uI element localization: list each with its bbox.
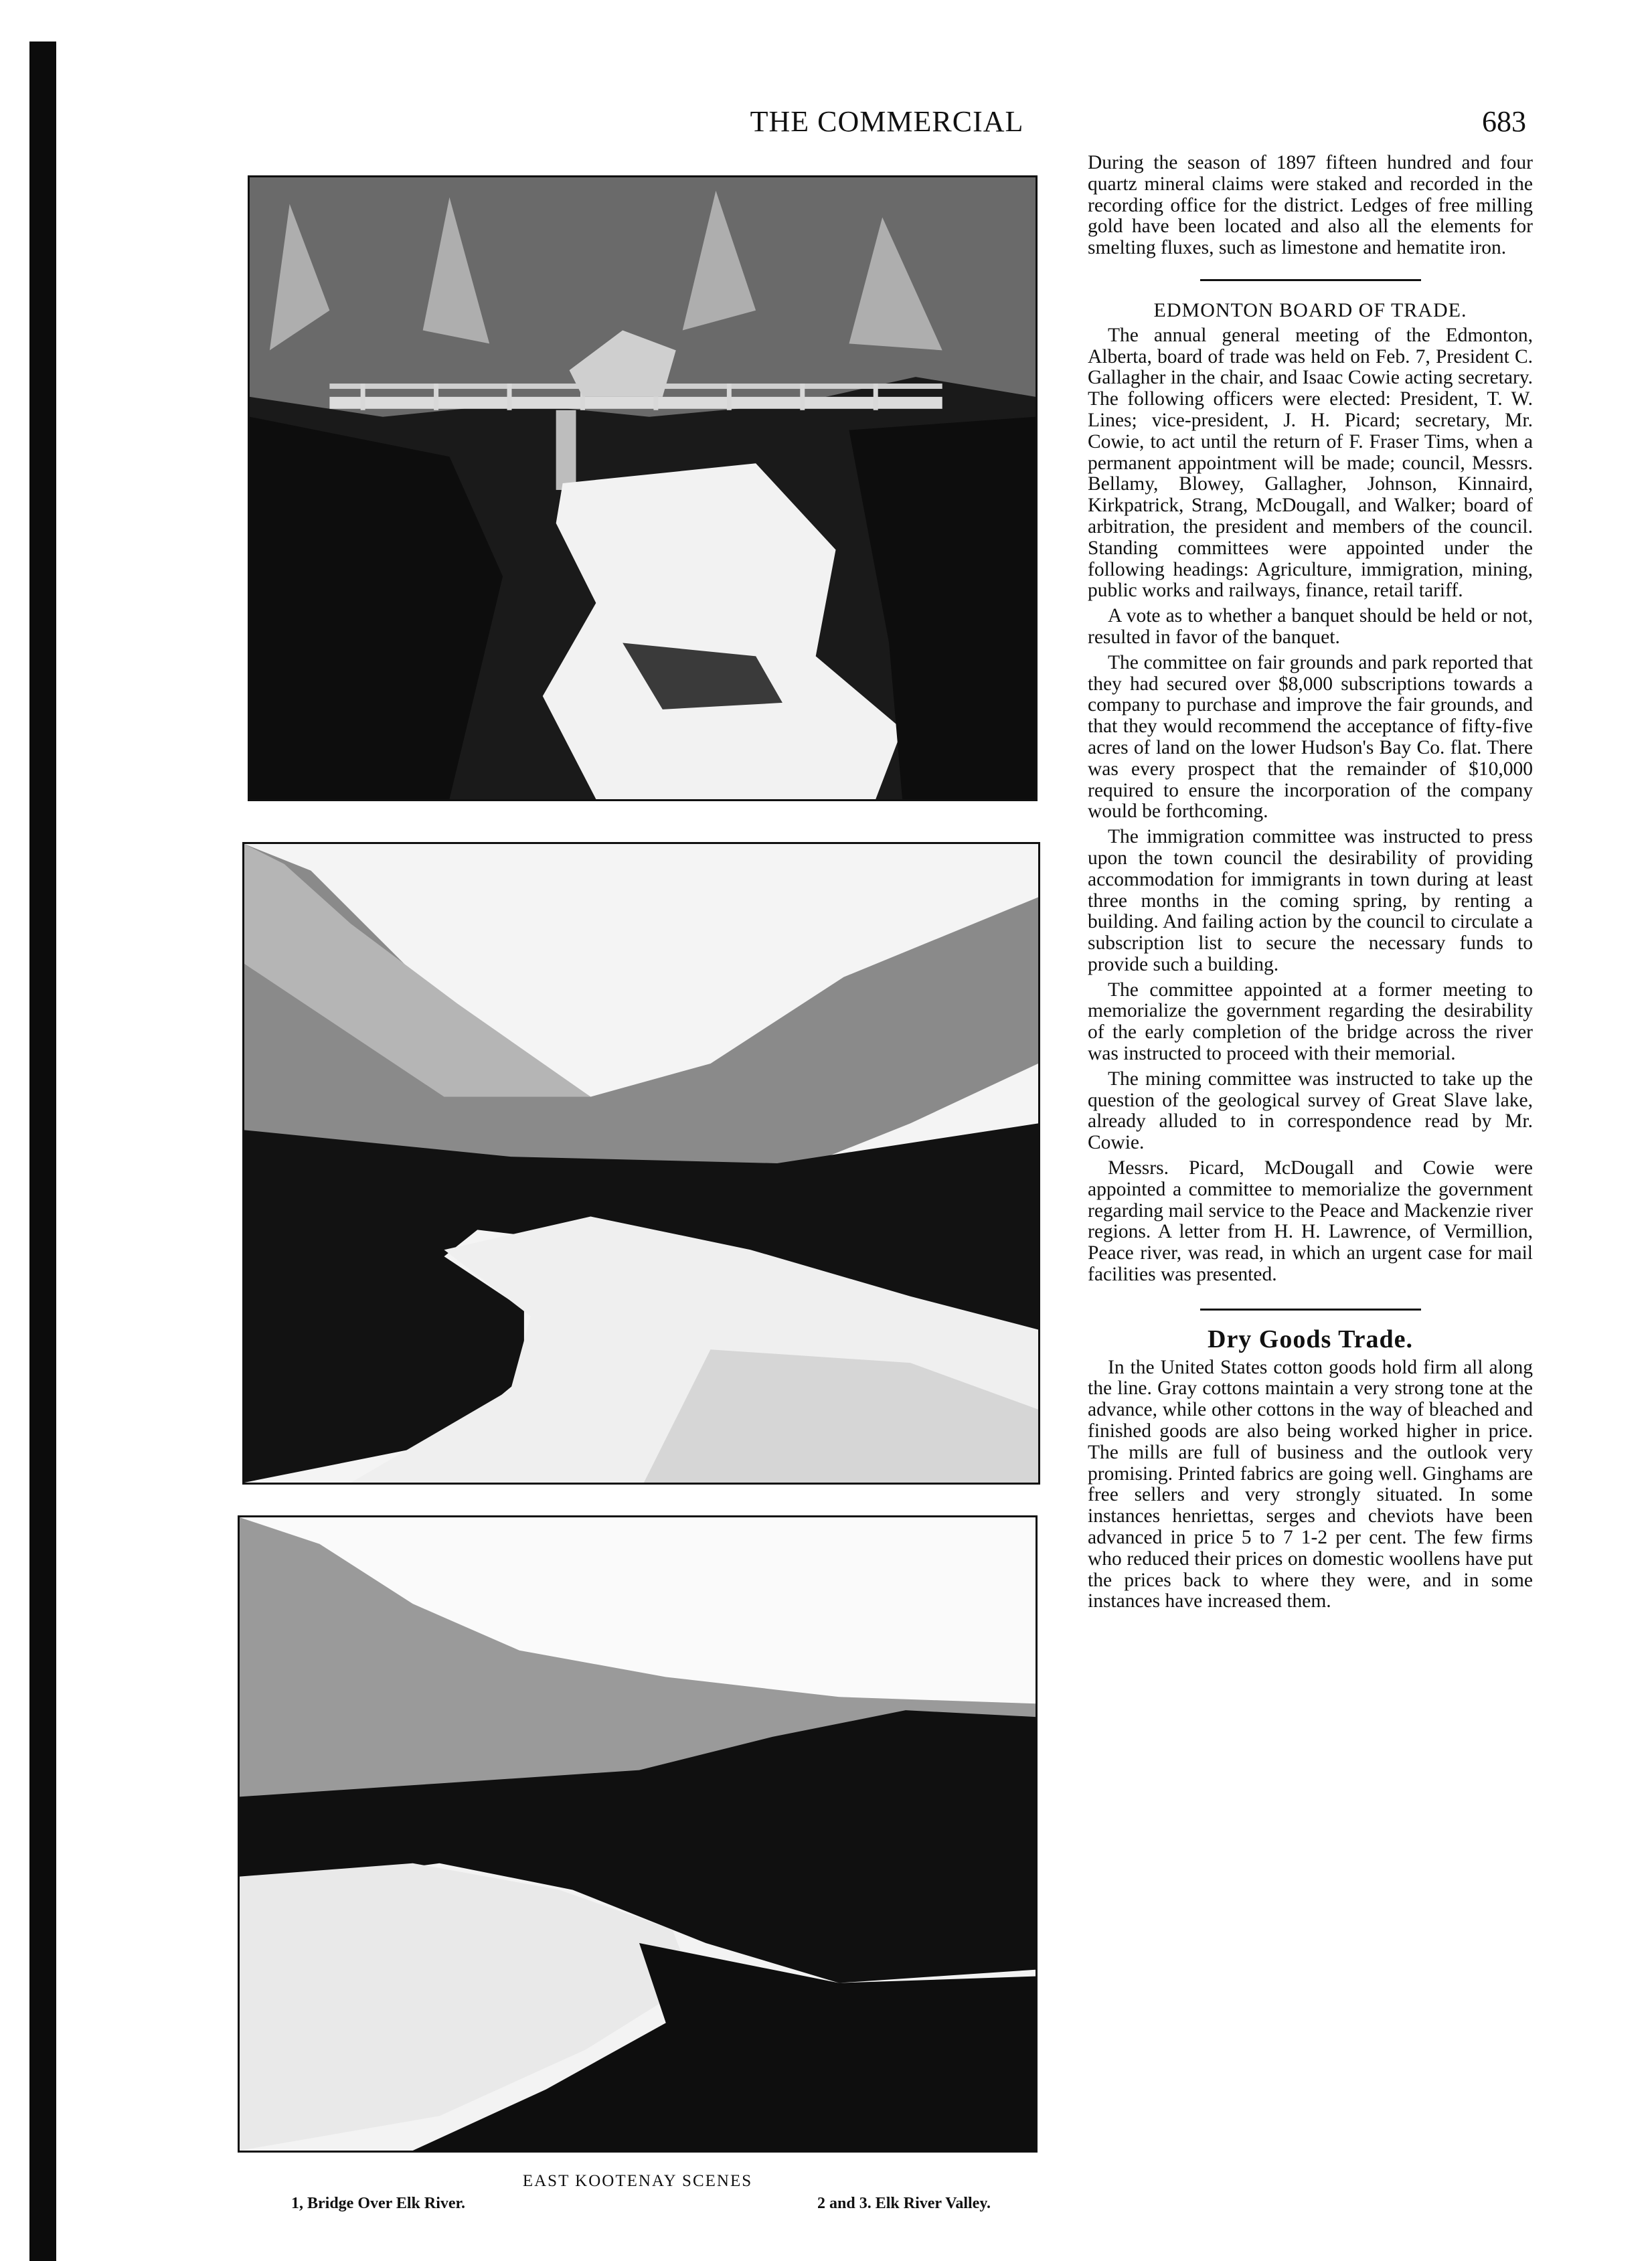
photo-river-valley-3 xyxy=(238,1515,1038,2153)
article-column xyxy=(1088,153,1533,1616)
edmonton-heading: EDMONTON BOARD OF TRADE. xyxy=(1153,299,1467,321)
intro-paragraph: During the season of 1897 fifteen hundred and four quartz mineral claims were staked and recorded in the recording office for the district. Ledges of free milling gold have been located and also all the elements for smelting fluxes, such as limestone and hematite iron. xyxy=(1088,152,1533,259)
caption-row xyxy=(238,2195,1038,2213)
figure-caption xyxy=(238,2172,1038,2213)
edmonton-paragraph: A vote as to whether a banquet should be held or not, resulted in favor of the banquet. xyxy=(1088,605,1533,648)
caption-right: 2 and 3. Elk River Valley. xyxy=(817,2195,991,2212)
running-head: THE COMMERCIAL xyxy=(750,105,1024,138)
edmonton-paragraph: The mining committee was instructed to take up the question of the geological survey of Great Slave lake, already alluded to in correspondence read by Mr. Cowie. xyxy=(1088,1068,1533,1154)
binding-edge xyxy=(29,41,56,2261)
photo-bridge-over-river xyxy=(248,175,1038,801)
page-number: 683 xyxy=(1482,105,1526,138)
dry-goods-paragraph: In the United States cotton goods hold firm all along the line. Gray cottons maintain a very strong tone at the advance, while other cottons in the way of bleached and finished goods are also being worked higher in price. The mills are full of business and the outlook very promising. Printed fabrics are going well. Ginghams are free sellers and very strongly situated. In some instances henriettas, serges and cheviots have been advanced in price 5 to 7 1-2 per cent. The few firms who reduced their prices on domestic woollens have put the prices back to where they were, and in some instances have increased them. xyxy=(1088,1356,1533,1612)
edmonton-paragraph: The committee on fair grounds and park reported that they had secured over $8,000 subscriptions towards a company to purchase and improve the fair grounds, and that they would recommend the acceptance of fifty-five acres of land on the lower Hudson's Bay Co. flat. There was every prospect that the remainder of $10,000 required to ensure the incorporation of the company would be forthcoming. xyxy=(1088,651,1533,823)
edmonton-paragraph: Messrs. Picard, McDougall and Cowie were appointed a committee to memorialize the government regarding mail service to the Peace and Mackenzie river regions. A letter from H. H. Lawrence, of Vermillion, Peace river, was read, in which an urgent case for mail facilities was presented. xyxy=(1088,1157,1533,1286)
photo-valley-image-2 xyxy=(244,844,1038,1483)
edmonton-paragraph: The committee appointed at a former meeting to memorialize the government regarding the desirability of the early completion of the bridge across the river was instructed to proceed with their memorial. xyxy=(1088,979,1533,1065)
photo-bridge-image xyxy=(250,177,1036,799)
photo-river-valley-2 xyxy=(242,842,1040,1485)
section-divider-2 xyxy=(1200,1309,1421,1311)
edmonton-paragraph: The annual general meeting of the Edmonton, Alberta, board of trade was held on Feb. 7, President C. Gallagher in the chair, and Isaac Cowie acting secretary. The following officers were elected: President, T. W. Lines; vice-president, J. H. Picard; secretary, Mr. Cowie, to act until the return of F. Fraser Tims, when a permanent appointment will be made; council, Messrs. Bellamy, Blowey, Gallagher, Johnson, Kinnaird, Kirkpatrick, Strang, McDougall, and Walker; board of arbitration, the president and members of the council. Standing committees were appointed under the following headings: Agriculture, immigration, mining, public works and railways, finance, retail tariff. xyxy=(1088,324,1533,602)
dry-goods-heading: Dry Goods Trade. xyxy=(1208,1325,1413,1353)
edmonton-paragraph: The immigration committee was instructed to press upon the town council the desirability of providing accommodation for immigrants in town during at least three months in the coming spring, by renting a building. And failing action by the council to circulate a subscription list to secure the necessary funds to provide such a building. xyxy=(1088,826,1533,975)
caption-left: 1, Bridge Over Elk River. xyxy=(291,2195,465,2212)
section-divider-1 xyxy=(1200,279,1421,281)
photo-valley-image-3 xyxy=(240,1517,1036,2151)
caption-title: EAST KOOTENAY SCENES xyxy=(522,2172,753,2190)
